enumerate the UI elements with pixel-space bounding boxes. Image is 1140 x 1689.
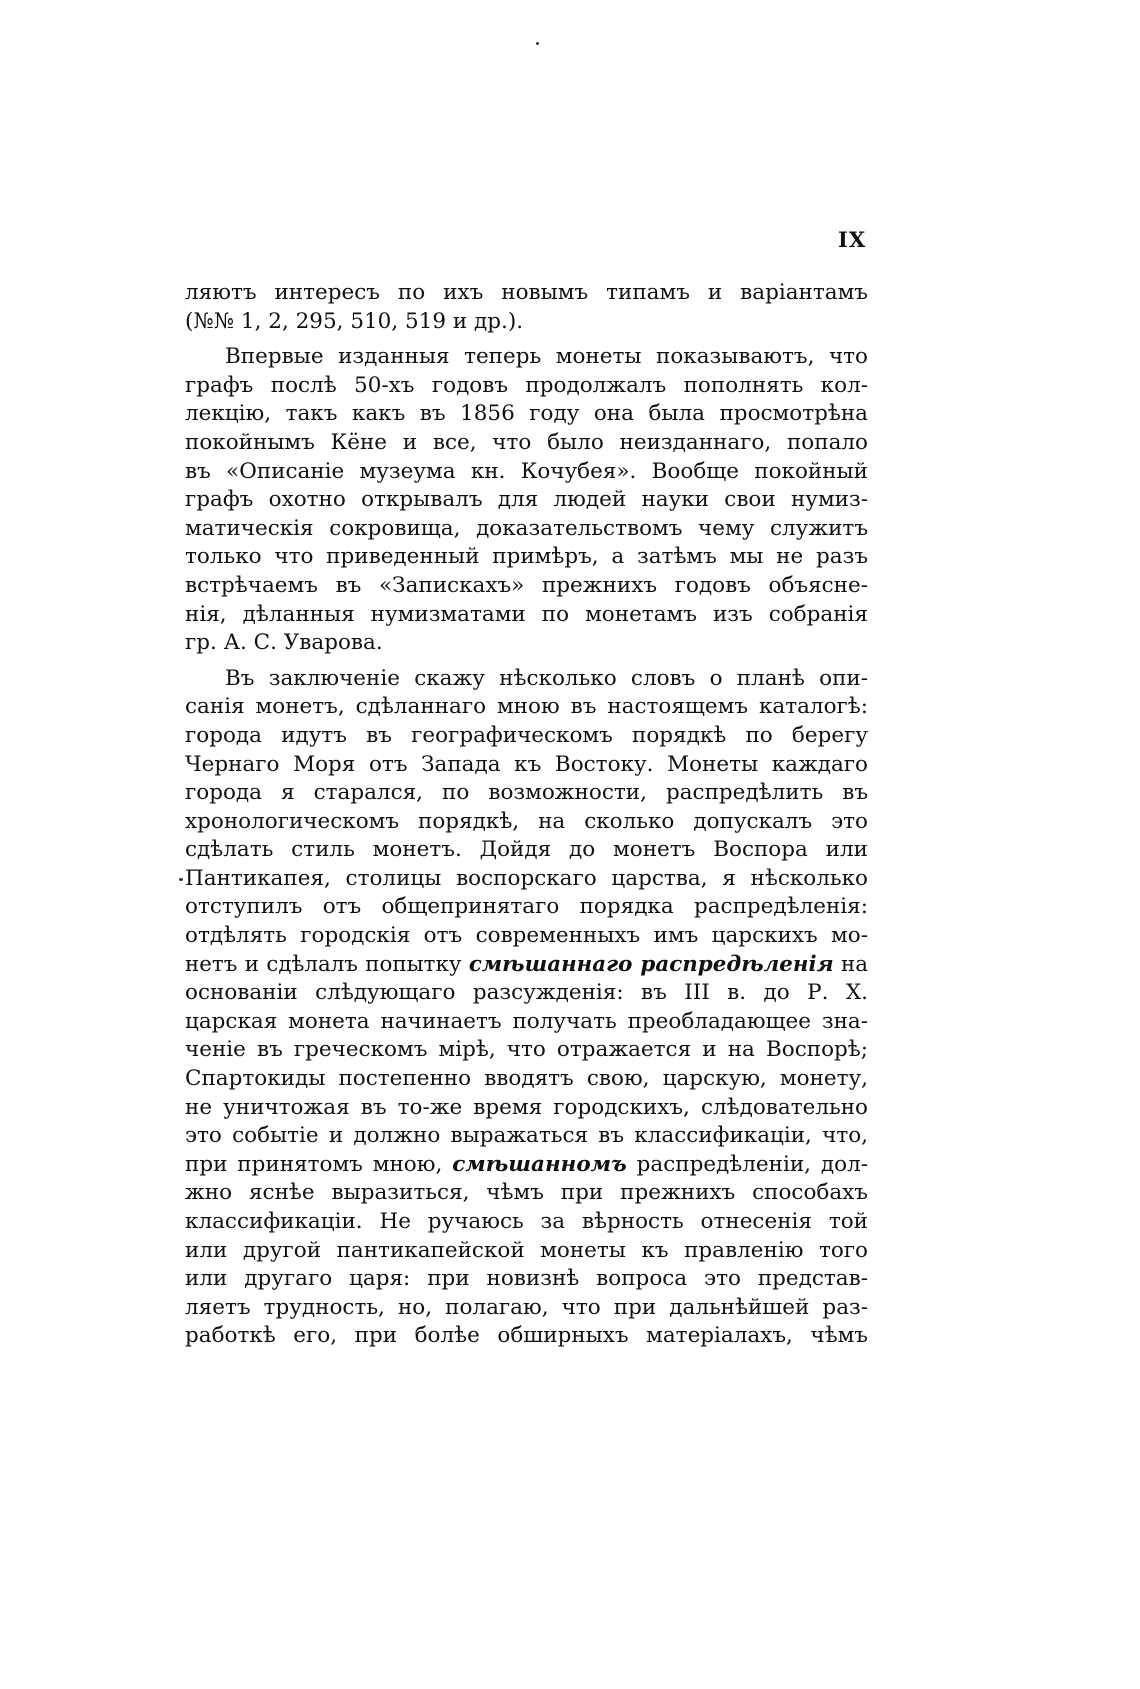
text-line: города я старался, по возможности, распредѣлить въ: [185, 780, 868, 806]
text-line: царская монета начинаетъ получать преобладающее зна-: [185, 1008, 868, 1034]
text-line: отступилъ отъ общепринятаго порядка распредѣленія:: [185, 894, 868, 920]
paragraph-2: [185, 343, 868, 658]
text-line: сдѣлать стиль монетъ. Дойдя до монетъ Воспора или: [185, 837, 868, 863]
text-run: распредѣленіи, дол-: [626, 1151, 868, 1177]
text-line: хронологическомъ порядкѣ, на сколько допускалъ это: [185, 808, 868, 834]
scan-speck: [536, 42, 539, 45]
text-line: графъ послѣ 50-хъ годовъ продолжалъ пополнять кол-: [185, 372, 868, 398]
text-line: матическія сокровища, доказательствомъ чему служитъ: [185, 515, 868, 541]
text-line: Чернаго Моря отъ Запада къ Востоку. Монеты каждаго: [185, 751, 868, 777]
text-line: Впервые изданныя теперь монеты показываютъ, что: [225, 344, 868, 370]
text-run: нетъ и сдѣлалъ попытку: [185, 951, 469, 977]
text-line: Спартокиды постепенно вводятъ свою, царскую, монету,: [185, 1066, 868, 1092]
paragraph-3: [185, 665, 868, 1351]
text-line: не уничтожая въ то-же время городскихъ, слѣдовательно: [185, 1094, 868, 1120]
text-line: классификаціи. Не ручаюсь за вѣрность отнесенія той: [185, 1209, 868, 1234]
text-line: или другой пантикапейской монеты къ правленію того: [185, 1237, 868, 1263]
text-line: графъ охотно открывалъ для людей науки свои нумиз-: [185, 487, 868, 513]
text-line: или другаго царя: при новизнѣ вопроса это представ-: [185, 1266, 868, 1292]
text-line: гр. А. С. Уварова.: [185, 630, 383, 656]
text-line: города идутъ въ географическомъ порядкѣ по берегу: [185, 722, 868, 748]
text-line: ляетъ трудность, но, полагаю, что при дальнѣйшей раз-: [185, 1294, 868, 1320]
text-line: покойнымъ Кёне и все, что было неизданнаго, попало: [185, 429, 868, 455]
text-line: нія, дѣланныя нумизматами по монетамъ изъ собранія: [185, 601, 868, 627]
page-number: IX: [838, 227, 867, 252]
text-line-with-italic: [185, 951, 868, 980]
text-line: Въ заключеніе скажу нѣсколько словъ о планѣ опи-: [225, 665, 868, 691]
text-run: при принятомъ мною,: [185, 1151, 453, 1177]
text-line: (№№ 1, 2, 295, 510, 519 и др.).: [185, 308, 524, 334]
text-line: отдѣлять городскія отъ современныхъ имъ царскихъ мо-: [185, 923, 868, 949]
scan-speck: [179, 878, 183, 881]
text-line: жно яснѣе выразиться, чѣмъ при прежнихъ способахъ: [185, 1180, 868, 1206]
text-line: работкѣ его, при болѣе обширныхъ матеріалахъ, чѣмъ: [185, 1323, 868, 1349]
body-text: [185, 279, 868, 1351]
text-line: ченіе въ греческомъ мірѣ, что отражается и на Воспорѣ;: [185, 1037, 868, 1063]
text-line: лекцію, такъ какъ въ 1856 году она была просмотрѣна: [185, 401, 868, 427]
text-line: ляютъ интересъ по ихъ новымъ типамъ и варіантамъ: [185, 280, 868, 305]
italic-phrase: смѣшанномъ: [452, 1151, 627, 1177]
text-line-with-italic: [185, 1151, 868, 1180]
text-line: только что приведенный примѣръ, а затѣмъ мы не разъ: [185, 544, 868, 570]
paragraph-1: [185, 279, 868, 336]
italic-phrase: смѣшаннаго распредѣленія: [468, 951, 834, 977]
text-line: въ «Описаніе музеума кн. Кочубея». Вообще покойный: [185, 458, 868, 484]
text-line: встрѣчаемъ въ «Запискахъ» прежнихъ годовъ объясне-: [185, 572, 868, 598]
text-line: основаніи слѣдующаго разсужденія: въ III в. до Р. Х.: [185, 980, 868, 1006]
text-run: на: [833, 951, 868, 977]
text-line: это событіе и должно выражаться въ классификаціи, что,: [185, 1123, 868, 1149]
text-line: санія монетъ, сдѣланнаго мною въ настоящемъ каталогѣ:: [185, 694, 868, 720]
text-line: Пантикапея, столицы воспорскаго царства, я нѣсколько: [185, 865, 868, 891]
